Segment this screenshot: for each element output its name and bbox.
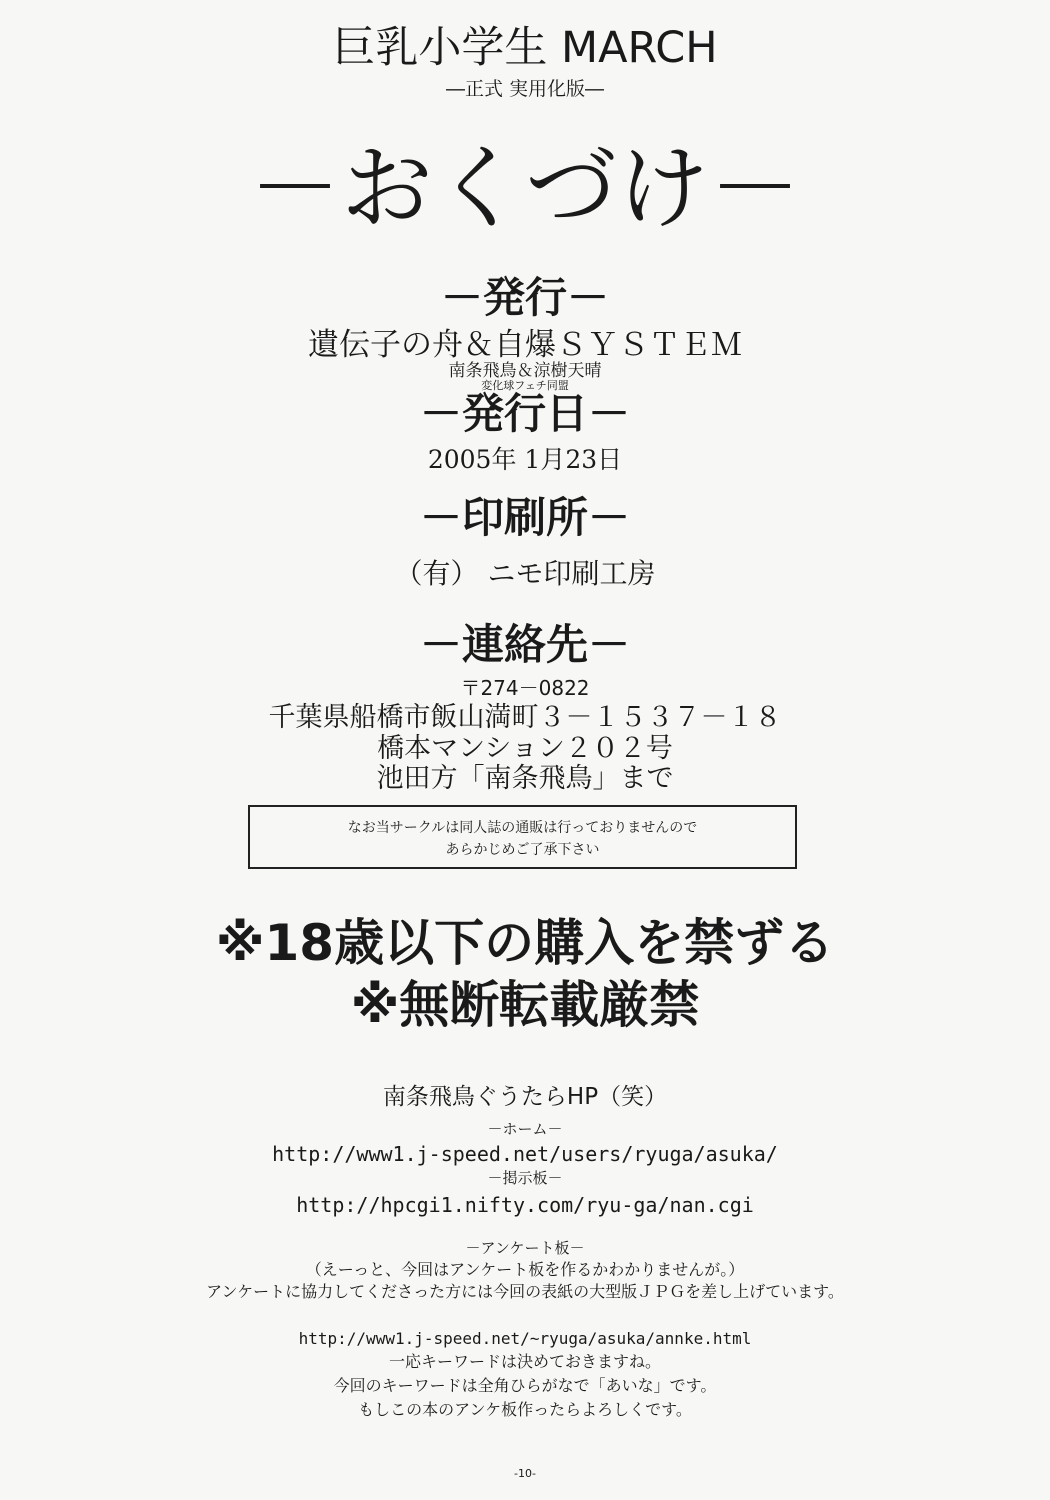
- book-title: 巨乳小学生 MARCH: [332, 23, 718, 73]
- homepage-title: 南条飛鳥ぐうたらHP（笑）: [382, 1084, 668, 1110]
- home-label: －ホーム－: [487, 1120, 563, 1138]
- page-number: -10-: [514, 1467, 536, 1480]
- keyword-note-2: 今回のキーワードは全角ひらがなで「あいな」です。: [333, 1376, 717, 1395]
- contact-heading: －連絡先－: [419, 620, 630, 669]
- publisher-authors: 南条飛鳥＆涼樹天晴: [448, 361, 602, 381]
- postal-code: 〒274－0822: [460, 676, 590, 700]
- bbs-url: http://hpcgi1.nifty.com/ryu-ga/nan.cgi: [296, 1193, 754, 1217]
- mail-order-notice: [248, 805, 797, 869]
- notice-line-2: あらかじめご了承下さい: [445, 842, 600, 858]
- survey-note-2: アンケートに協力してくださった方には今回の表紙の大型版ＪＰＧを差し上げています。: [206, 1282, 844, 1301]
- printer-heading: －印刷所－: [419, 493, 630, 542]
- age-restriction-warning: ※18歳以下の購入を禁ずる: [215, 914, 835, 972]
- survey-url: http://www1.j-speed.net/~ryuga/asuka/annke.html: [298, 1329, 752, 1348]
- address-line-3: 池田方「南条飛鳥」まで: [376, 763, 674, 794]
- issue-date-heading: －発行日－: [419, 389, 630, 438]
- keyword-note-1: 一応キーワードは決めておきますね。: [388, 1352, 661, 1371]
- keyword-note-3: もしこの本のアンケ板作ったらよろしくです。: [358, 1400, 692, 1419]
- reproduction-warning: ※無断転載厳禁: [350, 976, 700, 1034]
- publisher-alliance: 変化球フェチ同盟: [481, 379, 569, 392]
- publisher-circle: 遺伝子の舟＆自爆ＳＹＳＴＥＭ: [308, 327, 742, 363]
- address-line-1: 千葉県船橋市飯山満町３－１５３７－１８: [268, 702, 782, 733]
- publisher-heading: －発行－: [440, 273, 609, 322]
- bbs-label: －掲示板－: [487, 1169, 563, 1187]
- issue-date-value: 2005年 1月23日: [427, 445, 623, 474]
- book-subtitle: ―正式 実用化版―: [445, 78, 605, 100]
- survey-label: －アンケート板－: [465, 1239, 585, 1257]
- colophon-title: －おくづけ－: [248, 135, 801, 242]
- survey-note-1: （えーっと、今回はアンケート板を作るかわかりませんが。）: [305, 1260, 745, 1279]
- address-line-2: 橋本マンション２０２号: [377, 733, 673, 764]
- notice-line-1: なお当サークルは同人誌の通販は行っておりませんので: [347, 820, 698, 836]
- home-url: http://www1.j-speed.net/users/ryuga/asuka/: [272, 1142, 778, 1166]
- printer-name: （有） ニモ印刷工房: [394, 557, 656, 590]
